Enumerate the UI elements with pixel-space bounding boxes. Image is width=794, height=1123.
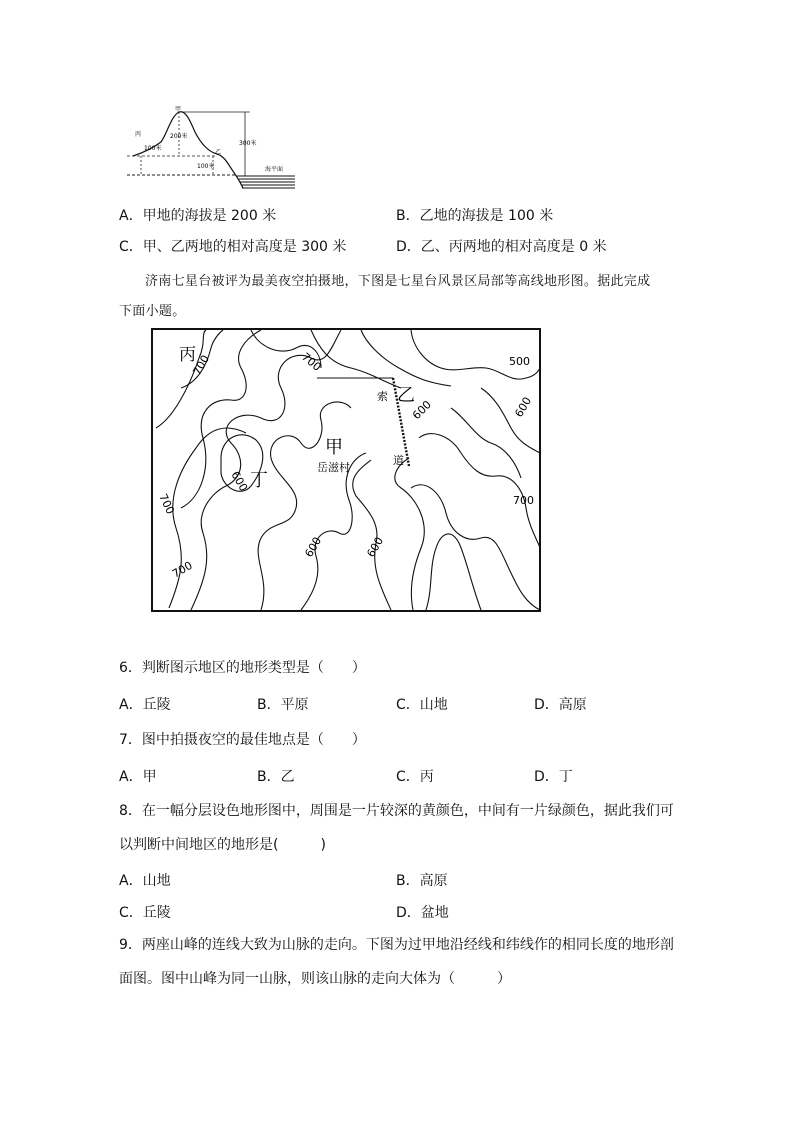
contour-map	[151, 328, 541, 612]
contour-label-700-b: 700	[156, 491, 177, 517]
profile-label-300: 300米	[239, 140, 257, 147]
q8-stem-line-2: 以判断中间地区的地形是( )	[119, 837, 326, 853]
contour-label-700-a: 700	[190, 352, 213, 378]
map-label-village: 岳滋村	[317, 461, 350, 474]
q6-option-d: D．高原	[534, 697, 587, 713]
profile-label-bing: 丙	[135, 131, 142, 138]
profile-label-sea: 海平面	[265, 166, 284, 173]
map-label-ding: 丁	[250, 470, 268, 491]
contour-label-500: 500	[509, 355, 530, 368]
q7-option-b: B．乙	[257, 769, 295, 785]
q5-option-d: D．乙、丙两地的相对高度是 0 米	[396, 239, 607, 255]
contour-label-700-d: 700	[513, 494, 534, 507]
intro-line-2: 下面小题。	[119, 304, 186, 319]
contour-label-600-d: 600	[364, 534, 387, 560]
profile-label-100b: 100米	[197, 163, 215, 170]
q7-stem: 7．图中拍摄夜空的最佳地点是（ ）	[119, 732, 366, 748]
profile-figure	[125, 104, 305, 190]
map-label-jia: 甲	[325, 437, 343, 458]
contour-label-600-e: 600	[512, 394, 535, 420]
q5-option-b: B．乙地的海拔是 100 米	[396, 208, 554, 224]
q8-option-a: A．山地	[119, 873, 171, 889]
q5-option-c: C．甲、乙两地的相对高度是 300 米	[119, 239, 347, 255]
map-label-bing: 丙	[179, 345, 196, 365]
map-label-yi: 乙	[397, 385, 415, 406]
contour-label-700-e: 700	[299, 350, 324, 374]
map-label-dao: 道	[393, 454, 404, 467]
profile-label-jia: 甲	[175, 106, 182, 113]
contour-label-600-a: 600	[409, 398, 434, 423]
contour-label-700-c: 700	[170, 558, 195, 581]
q9-stem-line-2: 面图。图中山峰为同一山脉，则该山脉的走向大体为（ ）	[119, 971, 511, 987]
profile-label-yi: 乙	[215, 149, 222, 156]
q7-option-a: A．甲	[119, 769, 157, 785]
profile-label-100a: 100米	[144, 145, 162, 152]
intro-line-1: 济南七星台被评为最美夜空拍摄地，下图是七星台风景区局部等高线地形图。据此完成	[145, 274, 651, 289]
q6-option-a: A．丘陵	[119, 697, 171, 713]
q6-option-c: C．山地	[396, 697, 448, 713]
contour-label-600-c: 600	[302, 534, 325, 560]
q7-option-c: C．丙	[396, 769, 434, 785]
q8-option-d: D．盆地	[396, 905, 449, 921]
q6-option-b: B．平原	[257, 697, 309, 713]
q8-option-c: C．丘陵	[119, 905, 171, 921]
map-label-suo: 索	[377, 390, 388, 403]
profile-label-200: 200米	[170, 133, 188, 140]
contour-label-600-b: 600	[228, 469, 251, 494]
q8-option-b: B．高原	[396, 873, 448, 889]
q7-option-d: D．丁	[534, 769, 573, 785]
sea-hatching	[237, 176, 295, 188]
q6-stem: 6．判断图示地区的地形类型是（ ）	[119, 660, 366, 676]
q8-stem-line-1: 8．在一幅分层设色地形图中，周围是一片较深的黄颜色，中间有一片绿颜色，据此我们可	[119, 803, 674, 819]
q5-option-a: A．甲地的海拔是 200 米	[119, 208, 277, 224]
q9-stem-line-1: 9．两座山峰的连线大致为山脉的走向。下图为过甲地沿经线和纬线作的相同长度的地形剖	[119, 937, 674, 953]
